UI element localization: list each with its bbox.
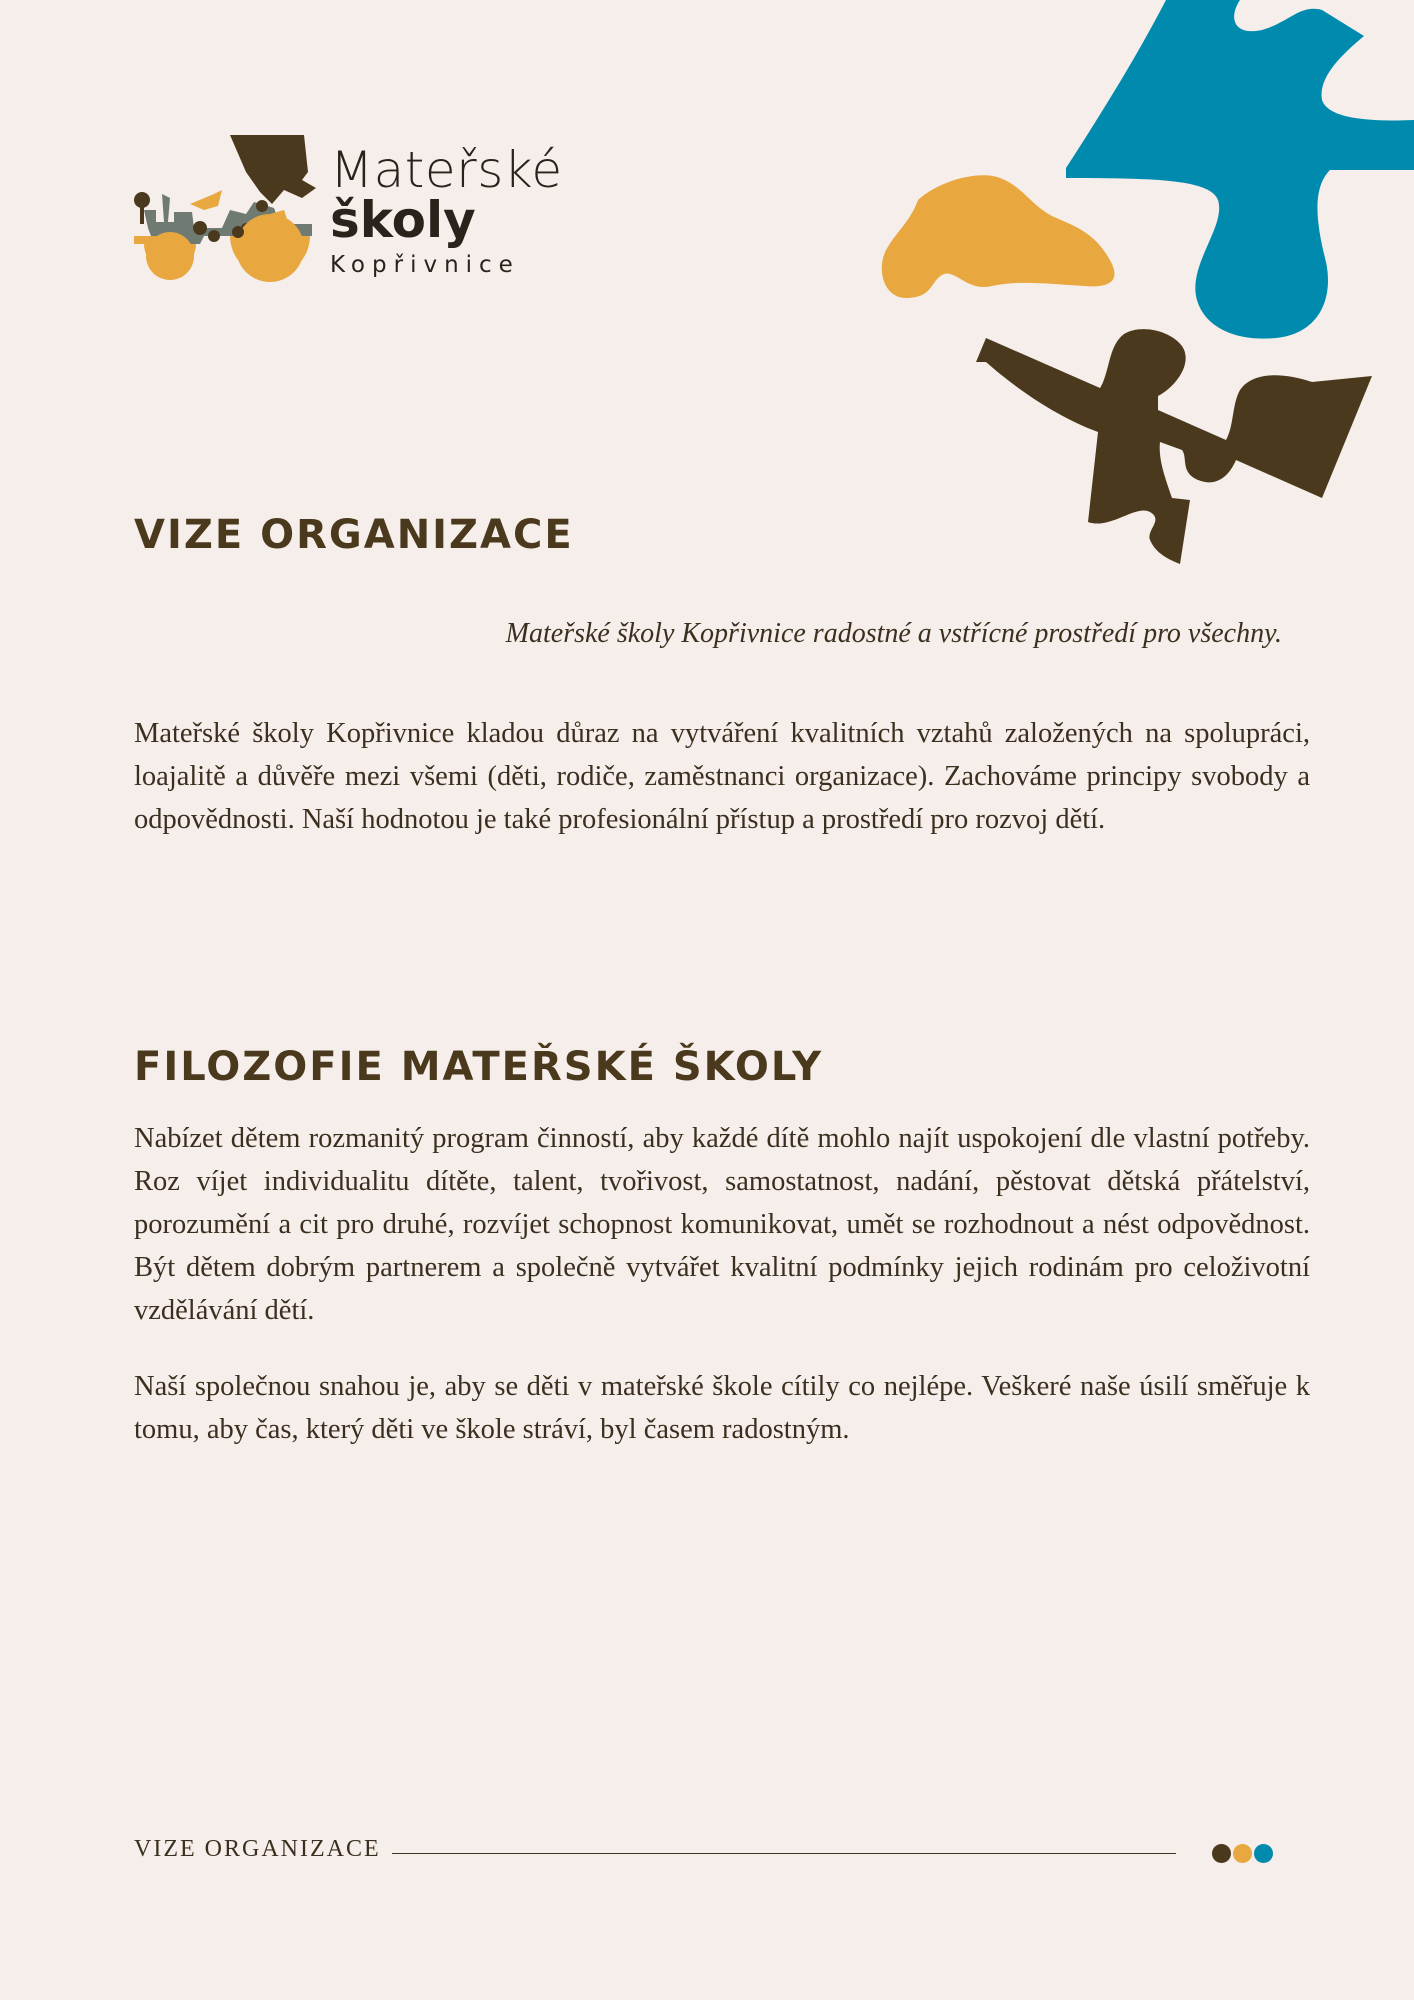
brown-puzzle-piece-icon <box>976 329 1372 564</box>
footer-dots <box>1212 1844 1273 1864</box>
dot-orange-icon <box>1233 1844 1252 1863</box>
puzzle-logo-icon <box>134 132 324 282</box>
decorative-puzzle-pieces <box>0 0 1414 600</box>
footer-label: VIZE ORGANIZACE <box>134 1836 381 1862</box>
vize-paragraph: Mateřské školy Kopřivnice kladou důraz na vytváření kvalitních vztahů založených na spolupráci, loajalitě a důvěře mezi všemi (děti, rodiče, zaměstnanci organizace). Zachováme principy svobody a odpovědnosti. Naší hodnotou je také profesionální přístup a prostředí pro rozvoj dětí. <box>134 718 1310 835</box>
logo-line-3: Kopřivnice <box>330 252 520 278</box>
dot-brown-icon <box>1212 1844 1231 1863</box>
dot-teal-icon <box>1254 1844 1273 1863</box>
vize-heading: VIZE ORGANIZACE <box>134 512 574 558</box>
logo <box>134 132 563 282</box>
orange-puzzle-piece-icon <box>882 175 1115 298</box>
vize-motto: Mateřské školy Kopřivnice radostné a vstřícné prostředí pro všechny. <box>505 618 1282 649</box>
footer-divider <box>392 1853 1176 1854</box>
logo-line-2: školy <box>330 191 476 249</box>
filozofie-paragraph-1: Nabízet dětem rozmanitý program činností, aby každé dítě mohlo najít uspokojení dle vlastní potřeby. Roz víjet individualitu dítěte, talent, tvořivost, samostatnost, nadání, pěstovat dětská přátelství, porozumění a cit pro druhé, rozvíjet schopnost komunikovat, umět se rozhodnout a nést odpovědnost. Být dětem dobrým partnerem a společně vytvářet kvalitní podmínky jejich rodinám pro celoživotní vzdělávání dětí. <box>134 1123 1310 1326</box>
filozofie-heading: FILOZOFIE MATEŘSKÉ ŠKOLY <box>134 1044 824 1090</box>
filozofie-paragraph-2: Naší společnou snahou je, aby se děti v mateřské škole cítily co nejlépe. Veškeré naše úsilí směřuje k tomu, aby čas, který děti ve škole stráví, byl časem radostným. <box>134 1371 1310 1445</box>
teal-puzzle-piece-icon <box>1066 0 1414 339</box>
logo-text <box>330 141 563 282</box>
logo-line-1: Mateřské <box>330 141 563 199</box>
